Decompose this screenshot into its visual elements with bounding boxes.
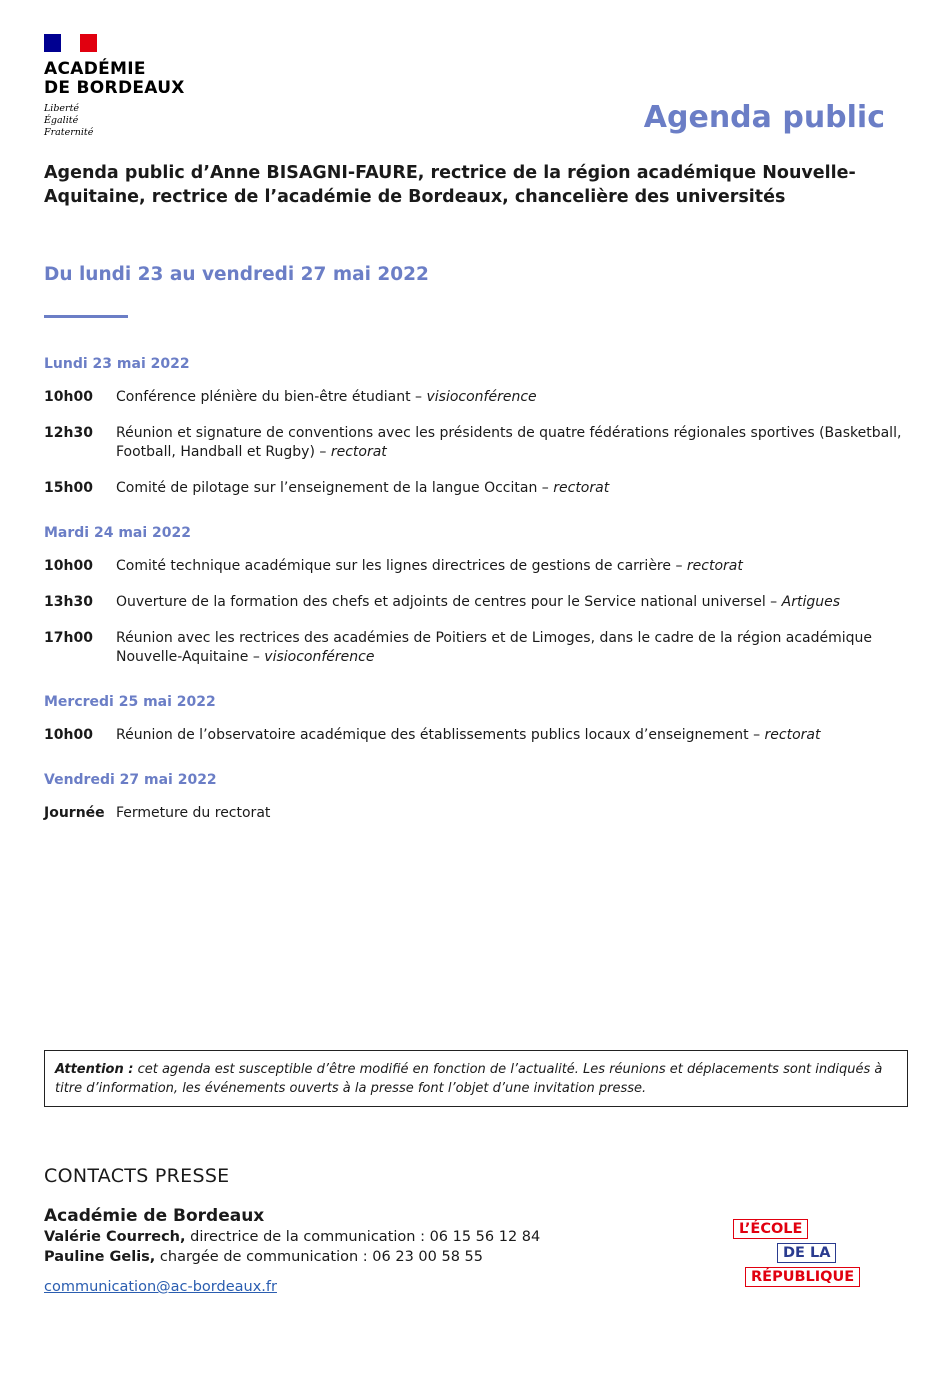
ecole-logo-line3: RÉPUBLIQUE [745, 1267, 860, 1287]
event-description [116, 629, 914, 667]
event-description [116, 424, 914, 462]
period-divider [44, 315, 128, 318]
period-heading: Du lundi 23 au vendredi 27 mai 2022 [44, 264, 429, 285]
contact-person [44, 1247, 540, 1267]
day-friday [44, 772, 914, 823]
event-time: 15h00 [44, 480, 93, 496]
event-text: Réunion de l’observatoire académique des établissements publics locaux d’enseignement – [116, 727, 761, 743]
institution-name [44, 60, 185, 98]
document-type: Agenda public [643, 100, 885, 135]
contact-role: directrice de la communication : 06 15 56 12 84 [190, 1229, 541, 1245]
event-description [116, 593, 914, 612]
day-title: Mardi 24 mai 2022 [44, 525, 192, 541]
republic-motto [44, 103, 185, 139]
event-place: rectorat [764, 727, 821, 743]
event-text: Fermeture du rectorat [116, 805, 271, 821]
event-time: 10h00 [44, 727, 93, 743]
event-text: Comité technique académique sur les lignes directrices de gestions de carrière – [116, 558, 683, 574]
event-description [116, 804, 914, 823]
event-description [116, 726, 914, 745]
motto-egalite: Égalité [44, 115, 79, 126]
institution-line1: ACADÉMIE [44, 59, 146, 79]
contacts-org: Académie de Bordeaux [44, 1206, 265, 1226]
event-description [116, 388, 914, 407]
contact-name: Valérie Courrech, [44, 1229, 186, 1245]
day-tuesday [44, 525, 914, 667]
event-place: rectorat [553, 480, 610, 496]
event-item [44, 804, 914, 823]
motto-liberte: Liberté [44, 103, 80, 114]
day-title: Mercredi 25 mai 2022 [44, 694, 216, 710]
event-place: visioconférence [264, 649, 375, 665]
event-place: visioconférence [426, 389, 537, 405]
event-text: Réunion et signature de conventions avec les présidents de quatre fédérations régionales sportives (Basketball, Football, Handball et Rugby) – [116, 425, 902, 460]
event-item [44, 424, 914, 462]
day-title: Vendredi 27 mai 2022 [44, 772, 217, 788]
event-time: 17h00 [44, 630, 93, 646]
contacts-heading: CONTACTS PRESSE [44, 1165, 230, 1187]
ecole-logo-line2: DE LA [777, 1243, 836, 1263]
day-monday [44, 356, 914, 498]
event-time: 13h30 [44, 594, 93, 610]
contacts-block [44, 1205, 540, 1267]
event-item [44, 629, 914, 667]
contact-person [44, 1227, 540, 1247]
event-text: Comité de pilotage sur l’enseignement de la langue Occitan – [116, 480, 549, 496]
event-text: Conférence plénière du bien-être étudiant – [116, 389, 423, 405]
event-item [44, 557, 914, 576]
page-title: Agenda public d’Anne BISAGNI-FAURE, rectrice de la région académique Nouvelle-Aquitaine, rectrice de l’académie de Bordeaux, chancelière des universités [44, 163, 856, 207]
notice-text: cet agenda est susceptible d’être modifié en fonction de l’actualité. Les réunions et déplacements sont indiqués à titre d’information, les événements ouverts à la presse font l’objet d’une invitation presse. [55, 1062, 883, 1096]
event-item [44, 388, 914, 407]
french-flag-icon [44, 34, 97, 52]
motto-fraternite: Fraternité [44, 127, 94, 138]
schedule [44, 356, 914, 850]
event-time: 10h00 [44, 558, 93, 574]
event-text: Réunion avec les rectrices des académies de Poitiers et de Limoges, dans le cadre de la région académique Nouvelle-Aquitaine – [116, 630, 873, 665]
institution-line2: DE BORDEAUX [44, 78, 185, 98]
contact-role: chargée de communication : 06 23 00 58 55 [159, 1249, 483, 1265]
event-time: 10h00 [44, 389, 93, 405]
event-text: Ouverture de la formation des chefs et adjoints de centres pour le Service national universel – [116, 594, 778, 610]
event-time: Journée [44, 805, 105, 821]
event-place: Artigues [781, 594, 841, 610]
day-wednesday [44, 694, 914, 745]
event-description [116, 479, 914, 498]
academie-logo [44, 34, 185, 139]
event-item [44, 479, 914, 498]
notice-box [44, 1050, 908, 1107]
event-item [44, 726, 914, 745]
event-place: rectorat [686, 558, 743, 574]
ecole-republique-logo [733, 1219, 868, 1291]
notice-lead: Attention : [55, 1062, 134, 1077]
event-item [44, 593, 914, 612]
day-title: Lundi 23 mai 2022 [44, 356, 190, 372]
event-description [116, 557, 914, 576]
contact-name: Pauline Gelis, [44, 1249, 156, 1265]
event-place: rectorat [330, 444, 387, 460]
ecole-logo-line1: L’ÉCOLE [733, 1219, 808, 1239]
event-time: 12h30 [44, 425, 93, 441]
contact-email-link[interactable]: communication@ac-bordeaux.fr [44, 1279, 277, 1295]
